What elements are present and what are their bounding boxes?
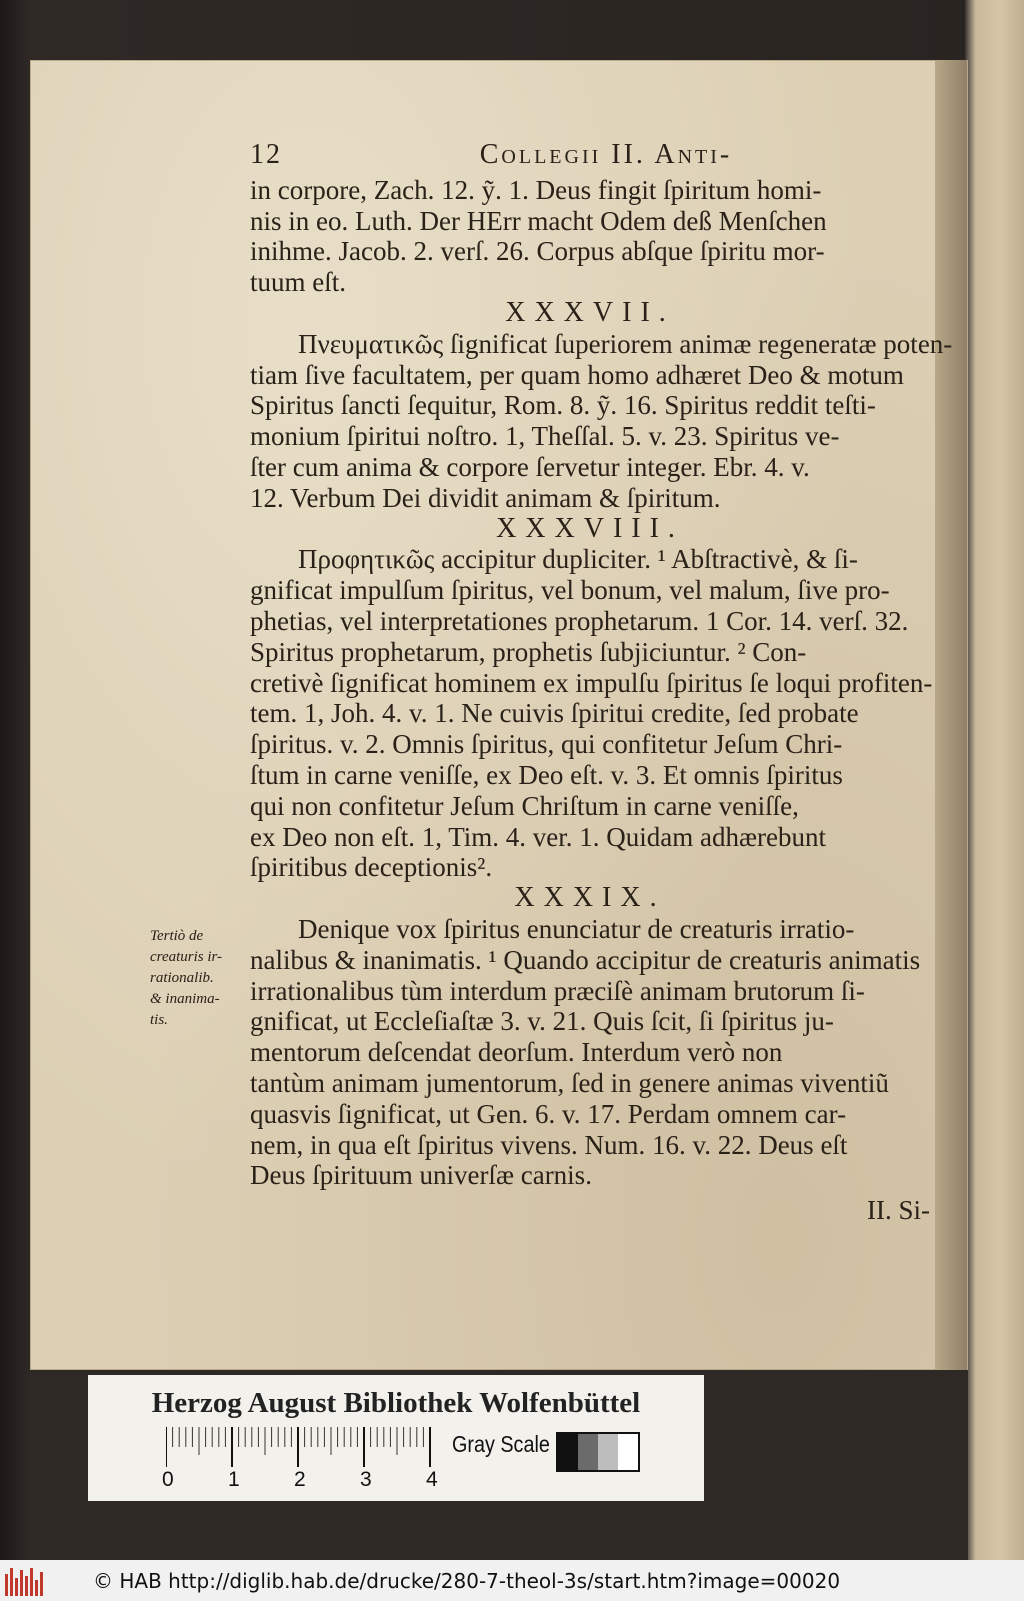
- text-line: tuum eſt.: [250, 267, 346, 298]
- hab-logo-icon: [5, 1566, 53, 1596]
- text-line: quasvis ſignificat, ut Gen. 6. v. 17. Perdam omnem car-: [250, 1098, 847, 1129]
- gray-patch-light: [598, 1434, 618, 1470]
- margin-note-line: creaturis ir-: [150, 949, 223, 965]
- text-line: ex Deo non eſt. 1, Tim. 4. ver. 1. Quidam adhærebunt: [250, 821, 826, 852]
- text-line: mentorum deſcendat deorſum. Interdum verò non: [250, 1037, 783, 1068]
- text-line: irrationalibus tùm interdum præciſè animam brutorum ſi-: [250, 975, 865, 1006]
- text-line: tantùm animam jumentorum, ſed in genere animas viventiũ: [250, 1067, 889, 1098]
- text-line: Spiritus ſancti ſequitur, Rom. 8. ỹ. 16. Spiritus reddit teſti-: [250, 390, 876, 421]
- gray-patch-black: [558, 1434, 578, 1470]
- ruler-label: 2: [294, 1468, 306, 1491]
- text-line: ſter cum anima & corpore ſervetur integer. Ebr. 4. v.: [250, 451, 810, 482]
- ruler-scale: [166, 1427, 446, 1473]
- margin-note: [150, 926, 250, 1031]
- text-line: Spiritus prophetarum, prophetis ſubjiciuntur. ² Con-: [250, 636, 807, 667]
- page-text: [250, 139, 953, 1226]
- ruler-label: 3: [360, 1468, 372, 1491]
- text-line: 12. Verbum Dei dividit animam & ſpiritum.: [250, 482, 721, 513]
- text-line: tiam ſive facultatem, per quam homo adhæret Deo & motum: [250, 359, 904, 390]
- section-heading: XXXVIII.: [496, 512, 684, 544]
- color-calibration-plate: [88, 1375, 704, 1501]
- text-line: inihme. Jacob. 2. verſ. 26. Corpus abſque ſpiritu mor-: [250, 236, 825, 267]
- margin-note-line: tis.: [150, 1012, 168, 1028]
- text-line: monium ſpiritui noſtro. 1, Theſſal. 5. v. 23. Spiritus ve-: [250, 421, 840, 452]
- gray-scale-patches: [556, 1432, 640, 1472]
- text-line: Πνευματικῶς ſignificat ſuperiorem animæ regeneratæ poten-: [298, 328, 953, 359]
- page-number: 12: [250, 139, 282, 170]
- ruler-label: 1: [228, 1468, 240, 1491]
- text-line: qui non confitetur Jeſum Chriſtum in carne veniſſe,: [250, 790, 799, 821]
- text-line: nis in eo. Luth. Der HErr macht Odem deß Menſchen: [250, 205, 827, 236]
- catchword: II. Si-: [867, 1195, 930, 1226]
- footer-bar: [0, 1560, 1024, 1601]
- text-line: Deus ſpirituum univerſæ carnis.: [250, 1160, 592, 1191]
- text-line: phetias, vel interpretationes prophetarum. 1 Cor. 14. verſ. 32.: [250, 605, 909, 636]
- text-line: gnificat impulſum ſpiritus, vel bonum, vel malum, ſive pro-: [250, 575, 890, 606]
- section-heading: XXXVII.: [505, 296, 675, 328]
- running-head: [250, 140, 930, 171]
- text-line: cretivè ſignificat hominem ex impulſu ſpiritus ſe loqui profiten-: [250, 667, 933, 698]
- gray-patch-white: [618, 1434, 638, 1470]
- page-gutter: [935, 60, 967, 1370]
- text-line: in corpore, Zach. 12. ỹ. 1. Deus fingit ſpiritum homi-: [250, 174, 822, 205]
- text-line: nem, in qua eſt ſpiritus vivens. Num. 16. v. 22. Deus eſt: [250, 1129, 848, 1160]
- running-title: Collegii II. Anti-: [479, 139, 733, 170]
- gray-patch-dark: [578, 1434, 598, 1470]
- section-heading: XXXIX.: [514, 882, 666, 914]
- ruler-label: 0: [162, 1468, 174, 1491]
- text-line: gnificat, ut Eccleſiaſtæ 3. v. 21. Quis ſcit, ſi ſpiritus ju-: [250, 1006, 834, 1037]
- margin-note-line: & inanima-: [150, 991, 220, 1007]
- margin-note-line: rationalib.: [150, 970, 214, 986]
- footer-link[interactable]: © HAB http://diglib.hab.de/drucke/280-7-theol-3s/start.htm?image=00020: [93, 1568, 841, 1593]
- ruler-label: 4: [426, 1468, 438, 1491]
- text-line: ſpiritus. v. 2. Omnis ſpiritus, qui confitetur Jeſum Chri-: [250, 729, 843, 760]
- text-line: nalibus & inanimatis. ¹ Quando accipitur de creaturis animatis: [250, 944, 921, 975]
- adjacent-page-edge: [965, 0, 1024, 1560]
- text-line: tem. 1, Joh. 4. v. 1. Ne cuivis ſpiritui credite, ſed probate: [250, 698, 859, 729]
- text-line: Denique vox ſpiritus enunciatur de creaturis irratio-: [298, 913, 855, 944]
- plate-title: Herzog August Bibliothek Wolfenbüttel: [151, 1387, 641, 1419]
- margin-note-line: Tertiò de: [150, 928, 204, 944]
- text-line: ſpiritibus deceptionis².: [250, 852, 493, 883]
- text-line: ſtum in carne veniſſe, ex Deo eſt. v. 3. Et omnis ſpiritus: [250, 759, 843, 790]
- text-line: Προφητικῶς accipitur dupliciter. ¹ Abſtractivè, & ſi-: [298, 544, 858, 575]
- gray-scale-label: Gray Scale: [452, 1431, 550, 1457]
- ruler-labels: [162, 1468, 462, 1494]
